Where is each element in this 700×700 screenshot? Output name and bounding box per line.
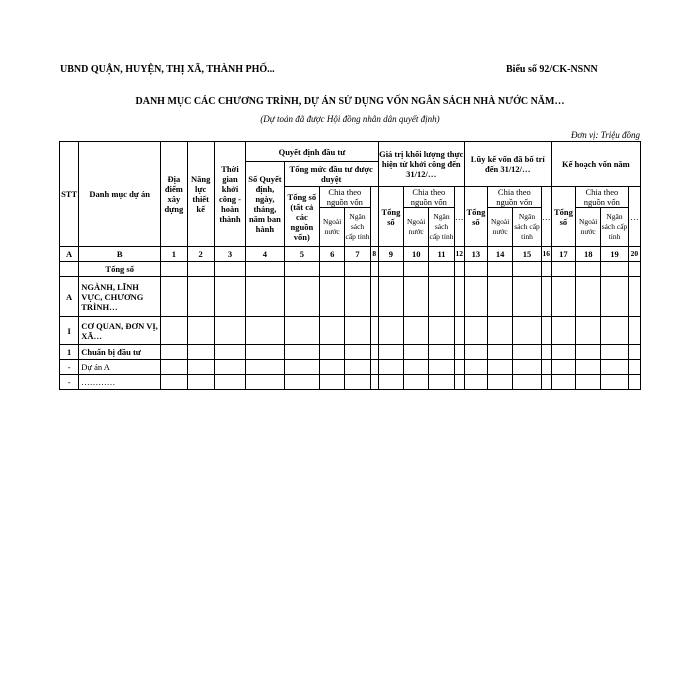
table-row [60, 375, 641, 390]
index-cell: 3 [214, 247, 245, 262]
row-name: CƠ QUAN, ĐƠN VỊ, XÃ… [79, 317, 161, 345]
foreign-col-14: Ngoài nước [488, 208, 513, 247]
table-row [60, 345, 641, 360]
index-cell: 12 [454, 247, 464, 262]
source-split-header-2: Chia theo nguồn vốn [404, 187, 455, 208]
total-col-9: Tổng số [378, 187, 403, 247]
index-cell: 10 [404, 247, 429, 262]
source-split-header: Chia theo nguồn vốn [320, 187, 371, 208]
row-stt: I [60, 317, 79, 345]
index-cell: 11 [429, 247, 454, 262]
table-row [60, 262, 641, 277]
provincial-budget-col-19: Ngân sách cấp tỉnh [601, 208, 628, 247]
foreign-col-6: Ngoài nước [320, 208, 345, 247]
index-cell: 1 [161, 247, 187, 262]
annual-plan-header: Kế hoạch vốn năm [551, 142, 640, 187]
document-title: DANH MỤC CÁC CHƯƠNG TRÌNH, DỰ ÁN SỬ DỤNG VỐN NGÂN SÁCH NHÀ NƯỚC NĂM… [135, 96, 565, 107]
index-cell: 5 [284, 247, 319, 262]
total-investment-header: Tổng mức đầu tư được duyệt [284, 162, 378, 187]
index-cell: 8 [370, 247, 378, 262]
row-stt: - [60, 375, 79, 390]
ellipsis-col-12: … [454, 187, 464, 247]
form-number: Biểu số 92/CK-NSNN [506, 64, 598, 75]
row-stt: A [60, 277, 79, 317]
project-table [59, 141, 641, 390]
index-cell: 9 [378, 247, 403, 262]
provincial-budget-col-15: Ngân sách cấp tỉnh [513, 208, 541, 247]
row-name: Dự án A [79, 360, 161, 375]
index-cell: A [60, 247, 79, 262]
row-stt [60, 262, 79, 277]
ellipsis-col-8 [370, 187, 378, 247]
investment-decision-header: Quyết định đầu tư [246, 142, 379, 162]
cumulative-capital-header: Lũy kế vốn đã bố trí đến 31/12/… [464, 142, 551, 187]
foreign-col-10: Ngoài nước [404, 208, 429, 247]
index-cell: 7 [345, 247, 370, 262]
document-subtitle: (Dự toán đã được Hội đồng nhân dân quyết định) [260, 114, 440, 124]
col-project-list-header: Danh mục dự án [79, 142, 161, 247]
index-cell: 4 [246, 247, 284, 262]
total-col-13: Tổng số [464, 187, 487, 247]
index-cell: 16 [541, 247, 551, 262]
index-cell: 14 [488, 247, 513, 262]
row-name: NGÀNH, LĨNH VỰC, CHƯƠNG TRÌNH… [79, 277, 161, 317]
index-cell: 15 [513, 247, 541, 262]
index-cell: 20 [628, 247, 640, 262]
index-cell: 18 [576, 247, 601, 262]
col-duration-header: Thời gian khởi công - hoàn thành [214, 142, 245, 247]
table-row [60, 317, 641, 345]
table-row [60, 277, 641, 317]
total-col-17: Tổng số [551, 187, 575, 247]
row-name: Chuẩn bị đầu tư [79, 345, 161, 360]
index-cell: 17 [551, 247, 575, 262]
table-row [60, 360, 641, 375]
index-cell: B [79, 247, 161, 262]
row-name: Tổng số [79, 262, 161, 277]
col-stt-header: STT [60, 142, 79, 247]
row-name: ………… [79, 375, 161, 390]
total-all-sources-header: Tổng số (tất cả các nguồn vốn) [284, 187, 319, 247]
source-split-header-3: Chia theo nguồn vốn [488, 187, 542, 208]
index-cell: 13 [464, 247, 487, 262]
provincial-budget-col-7: Ngân sách cấp tỉnh [345, 208, 370, 247]
decision-number-header: Số Quyết định, ngày, tháng, năm ban hành [246, 162, 284, 247]
unit-label: Đơn vị: Triệu đồng [570, 130, 640, 140]
index-cell: 19 [601, 247, 628, 262]
row-stt: 1 [60, 345, 79, 360]
agency-header: UBND QUẬN, HUYỆN, THỊ XÃ, THÀNH PHỐ... [60, 64, 275, 75]
provincial-budget-col-11: Ngân sách cấp tỉnh [429, 208, 454, 247]
work-value-header: Giá trị khối lượng thực hiện từ khởi công đến 31/12/… [378, 142, 464, 187]
ellipsis-col-16: … [541, 187, 551, 247]
col-capacity-header: Năng lực thiết kế [187, 142, 214, 247]
row-stt: - [60, 360, 79, 375]
index-cell: 6 [320, 247, 345, 262]
ellipsis-col-20: … [628, 187, 640, 247]
source-split-header-4: Chia theo nguồn vốn [576, 187, 629, 208]
col-location-header: Địa điểm xây dựng [161, 142, 187, 247]
index-cell: 2 [187, 247, 214, 262]
column-index-row [60, 247, 641, 262]
foreign-col-18: Ngoài nước [576, 208, 601, 247]
